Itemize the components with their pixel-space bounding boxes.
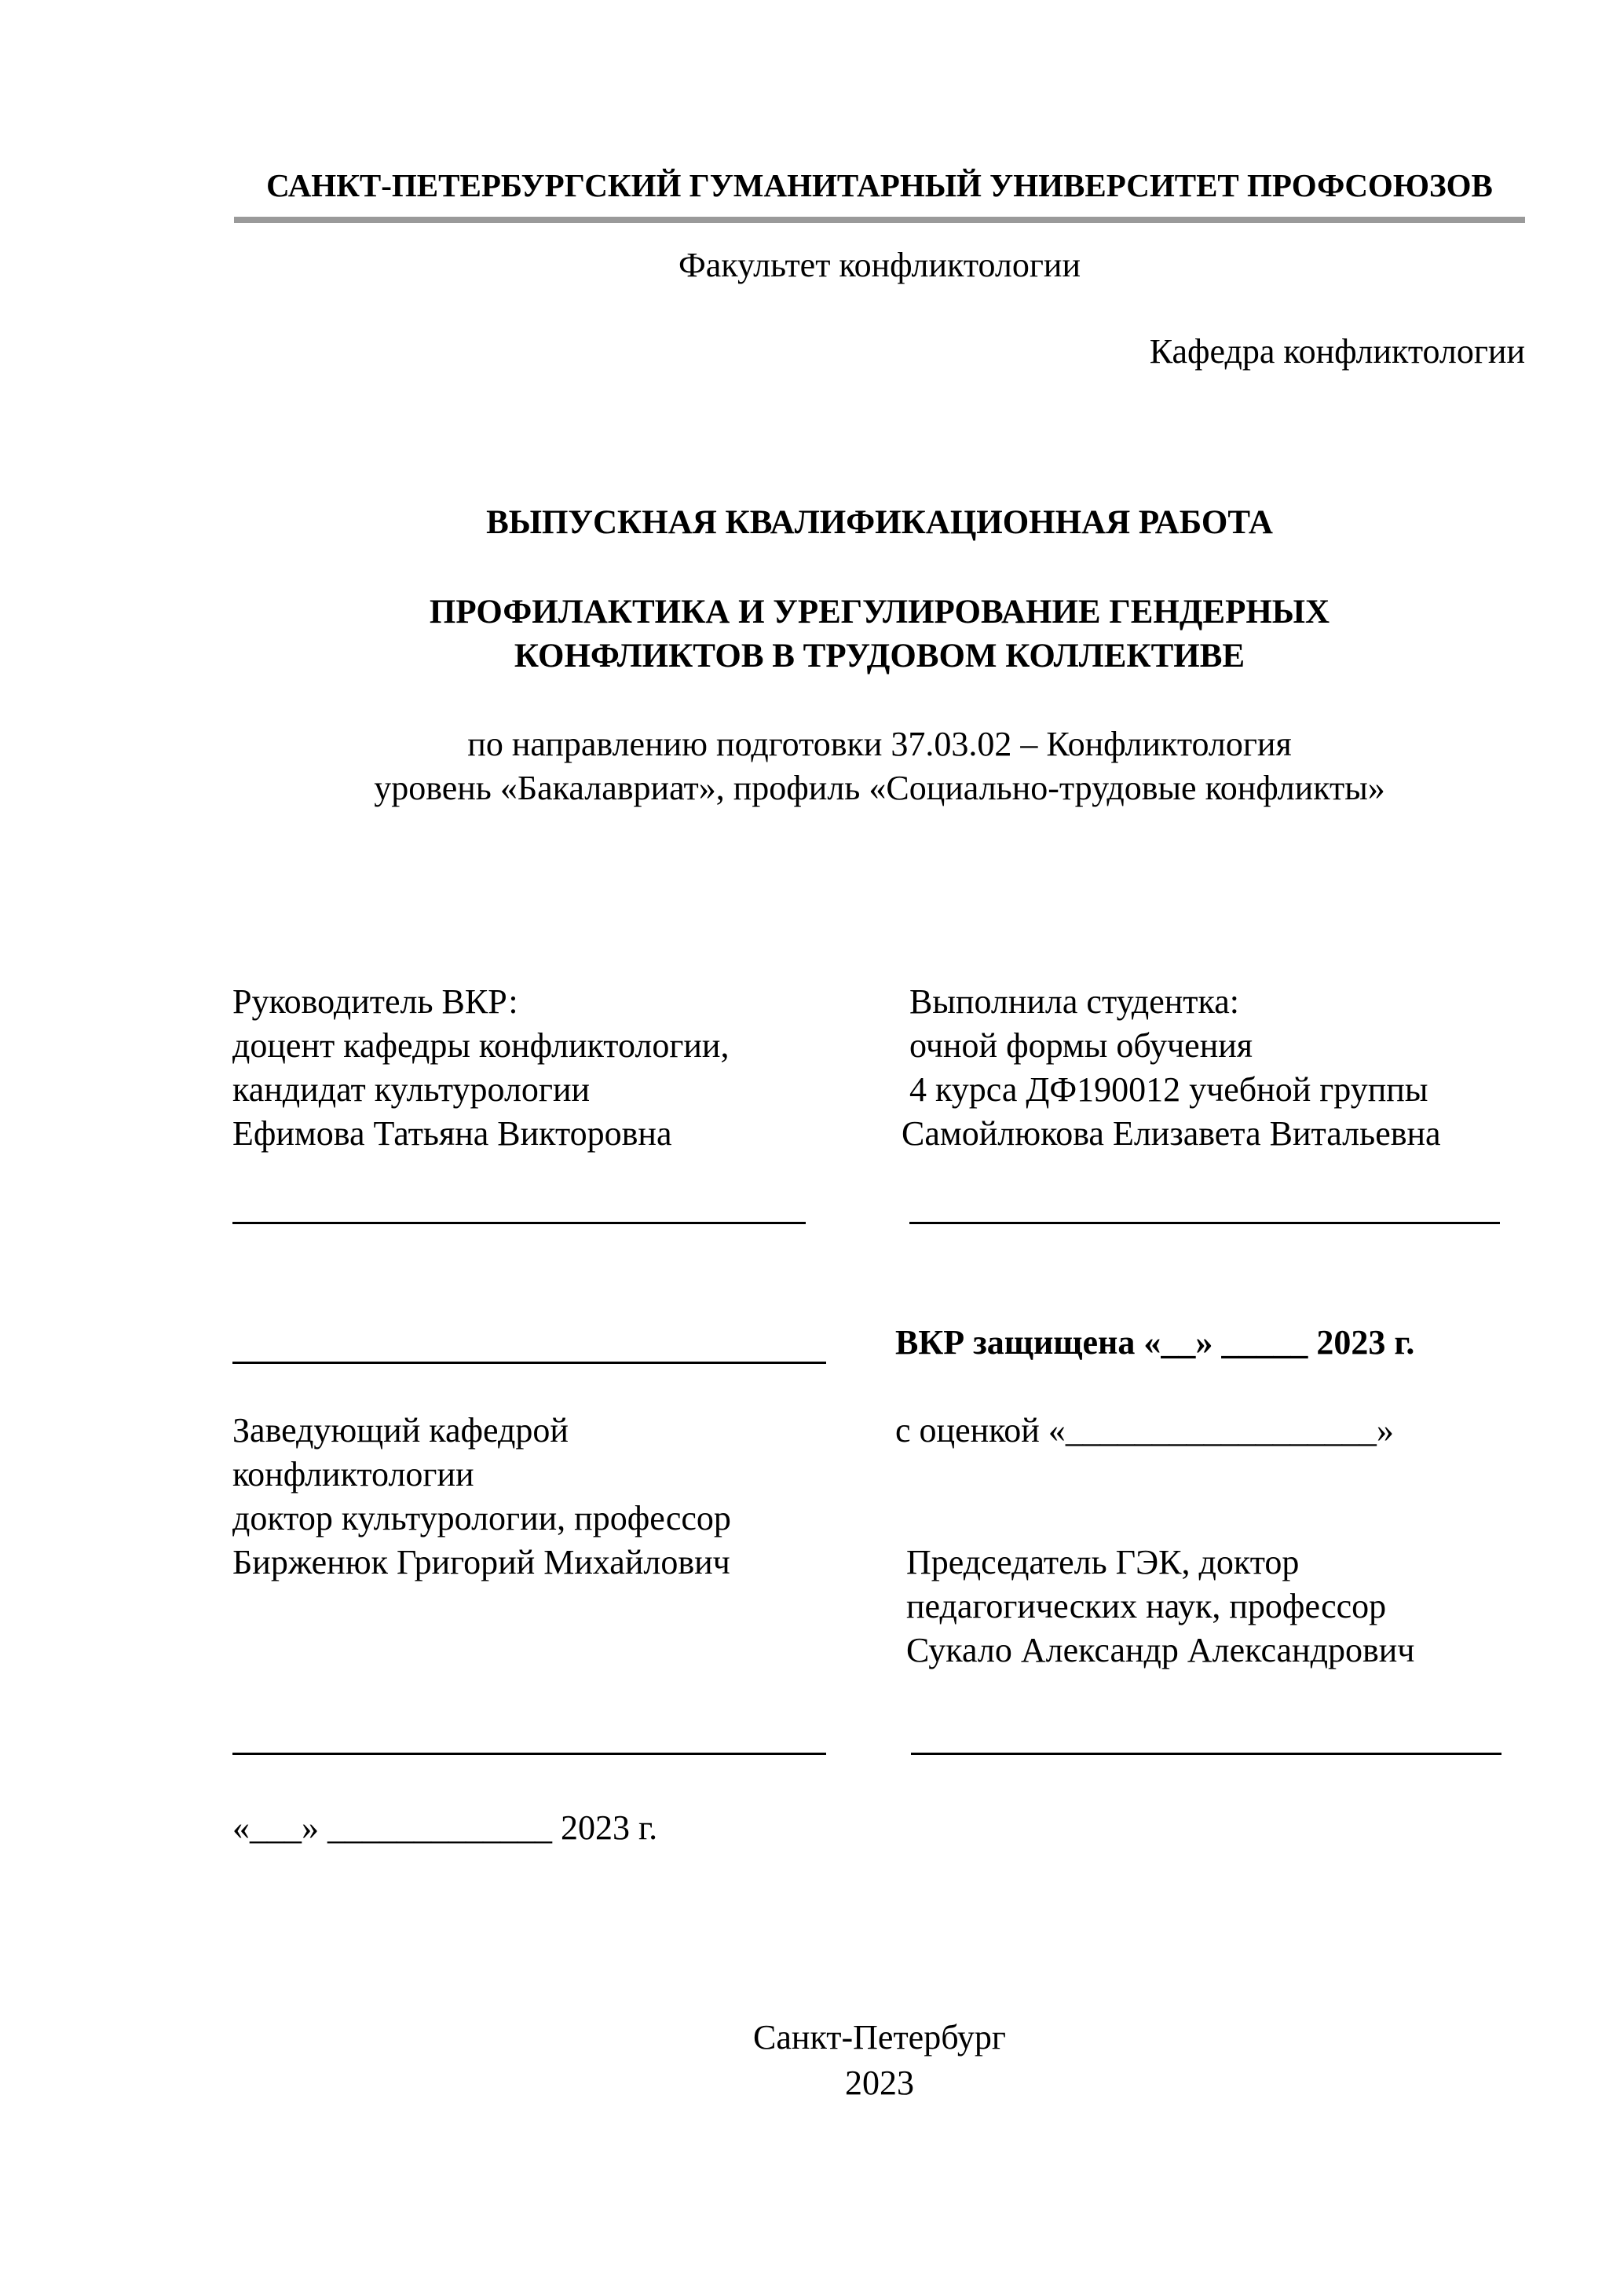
defense-status: ВКР защищена «__» _____ 2023 г.: [895, 1323, 1415, 1362]
study-direction-line: по направлению подготовки 37.03.02 – Конфликтология: [467, 725, 1292, 763]
chairman-signature-line: [911, 1753, 1501, 1755]
faculty-name: Факультет конфликтологии: [678, 246, 1081, 284]
thesis-title-line: КОНФЛИКТОВ В ТРУДОВОМ КОЛЛЕКТИВЕ: [514, 638, 1245, 675]
chairman-line: педагогических наук, профессор: [906, 1587, 1387, 1625]
head-of-department-line: Заведующий кафедрой: [232, 1411, 569, 1450]
head-of-department-signature-line: [232, 1753, 826, 1755]
chairman-line: Председатель ГЭК, доктор: [906, 1543, 1300, 1581]
student-line: очной формы обучения: [909, 1026, 1253, 1065]
thesis-title-line: ПРОФИЛАКТИКА И УРЕГУЛИРОВАНИЕ ГЕНДЕРНЫХ: [429, 594, 1330, 631]
supervisor-line: Руководитель ВКР:: [232, 982, 518, 1021]
university-name: САНКТ-ПЕТЕРБУРГСКИЙ ГУМАНИТАРНЫЙ УНИВЕРСИТЕТ ПРОФСОЮЗОВ: [266, 167, 1493, 203]
signature-line: [232, 1362, 826, 1364]
student-signature-line: [909, 1222, 1500, 1224]
supervisor-line: кандидат культурологии: [232, 1070, 591, 1109]
head-of-department-line: конфликтологии: [232, 1455, 474, 1493]
header-divider: [234, 217, 1525, 223]
chairman-block: [906, 1541, 1414, 1673]
supervisor-line: Ефимова Татьяна Викторовна: [232, 1114, 672, 1153]
student-block: [902, 980, 1441, 1156]
study-direction-line: уровень «Бакалавриат», профиль «Социально-трудовые конфликты»: [374, 769, 1385, 807]
work-type-heading: ВЫПУСКНАЯ КВАЛИФИКАЦИОННАЯ РАБОТА: [486, 504, 1273, 541]
head-of-department-line: доктор культурологии, профессор: [232, 1499, 731, 1537]
chairman-line: Сукало Александр Александрович: [906, 1631, 1415, 1669]
supervisor-line: доцент кафедры конфликтологии,: [232, 1026, 730, 1065]
student-line: Самойлюкова Елизавета Витальевна: [902, 1114, 1441, 1153]
year: 2023: [845, 2064, 914, 2102]
supervisor-signature-line: [232, 1222, 806, 1224]
student-line: Выполнила студентка:: [909, 982, 1239, 1021]
thesis-title: [236, 590, 1523, 678]
date-line: «___» _____________ 2023 г.: [232, 1808, 658, 1847]
department-name: Кафедра конфликтологии: [1149, 332, 1525, 371]
student-line: 4 курса ДФ190012 учебной группы: [909, 1070, 1428, 1109]
supervisor-block: [232, 980, 729, 1156]
defense-grade: с оценкой «__________________»: [895, 1411, 1394, 1450]
city: Санкт-Петербург: [753, 2018, 1006, 2057]
city-year: [236, 2015, 1523, 2106]
head-of-department-block: [232, 1409, 731, 1585]
study-direction: [236, 722, 1523, 810]
head-of-department-line: Бирженюк Григорий Михайлович: [232, 1543, 730, 1581]
